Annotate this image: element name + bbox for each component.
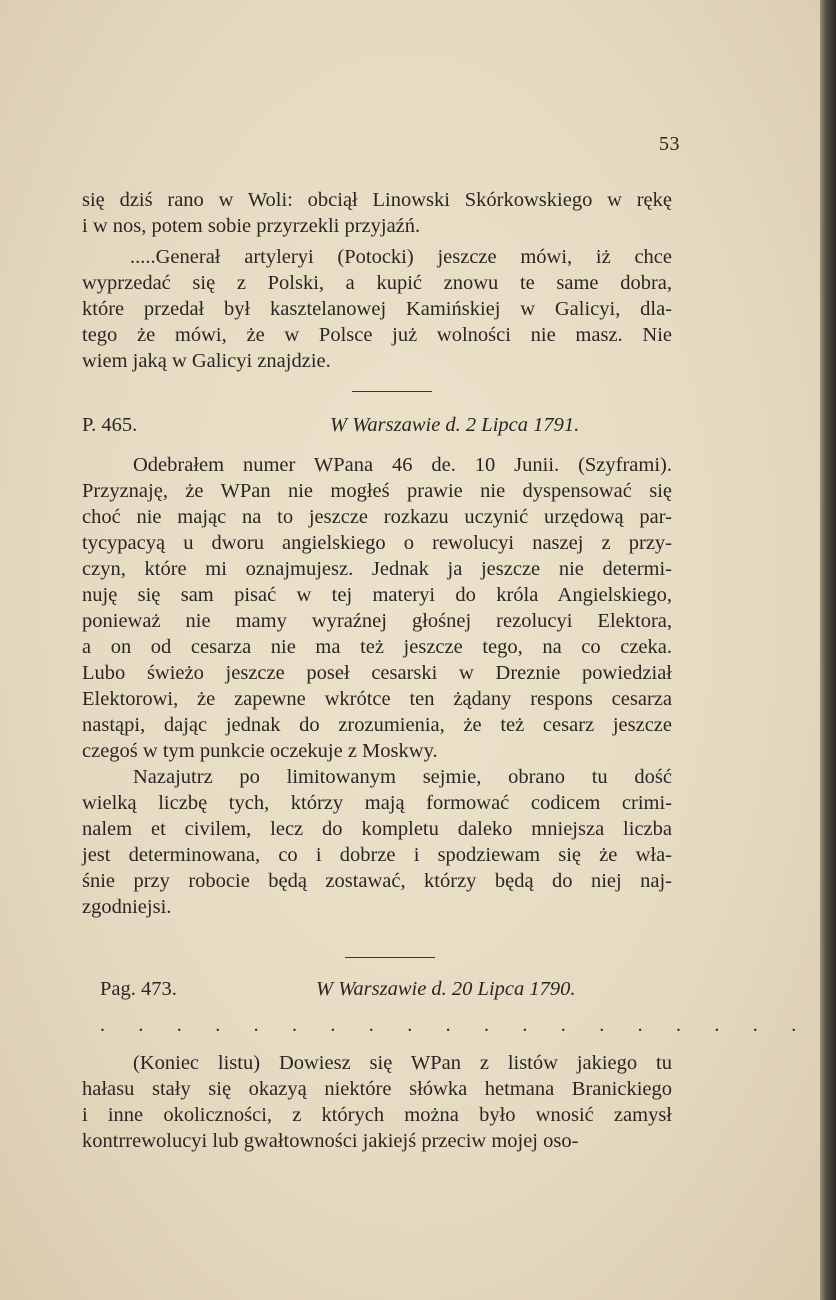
letter-place-date (330, 412, 579, 438)
text-line: i w nos, potem sobie przyrzekli przyjaźń. (82, 215, 421, 237)
text-line: Nazajutrz po limitowanym sejmie, obrano tu dość (133, 766, 672, 788)
text-line: .....Generał artyleryi (Potocki) jeszcze mówi, iż chce (130, 246, 672, 268)
text-line: które przedał był kasztelanowej Kamińskiej w Galicyi, dla- (82, 298, 672, 320)
text-line: nuję się sam pisać w tej materyi do króla Angielskiego, (82, 584, 672, 606)
text-line: nastąpi, dając jednak do zrozumienia, że też cesarz jeszcze (82, 714, 672, 736)
text-line: wielką liczbę tych, którzy mają formować codicem crimi- (82, 792, 672, 814)
section-divider (345, 957, 435, 958)
text-line: czyn, które mi oznajmujesz. Jednak ja jeszcze nie determi- (82, 558, 672, 580)
text-line: wiem jaką w Galicyi znajdzie. (82, 350, 331, 372)
letter-place-date (316, 976, 576, 1002)
section-divider (352, 391, 432, 392)
text-line: jest determinowana, co i dobrze i spodziewam się że wła- (82, 844, 672, 866)
text-line: śnie przy robocie będą zostawać, którzy będą do niej naj- (82, 870, 672, 892)
text-line: Przyznaję, że WPan nie mogłeś prawie nie dyspensować się (82, 480, 672, 502)
text-line: ponieważ nie mamy wyraźnej głośnej rezolucyi Elektora, (82, 610, 672, 632)
text-line: Elektorowi, że zapewne wkrótce ten żądany respons cesarza (82, 688, 672, 710)
text-line: wyprzedać się z Polski, a kupić znowu te same dobra, (82, 272, 672, 294)
text-line: Odebrałem numer WPana 46 de. 10 Junii. (Szyframi). (133, 454, 672, 476)
text-line: nalem et civilem, lecz do kompletu daleko mniejsza liczba (82, 818, 672, 840)
text-line: zgodniejsi. (82, 896, 172, 918)
text-line: a on od cesarza nie ma też jeszcze tego, na co czeka. (82, 636, 672, 658)
letter-reference: P. 465. (82, 414, 138, 436)
text-line: Lubo świeżo jeszcze poseł cesarski w Dreznie powiedział (82, 662, 672, 684)
text-line: hałasu stały się okazyą niektóre słówka hetmana Branickiego (82, 1078, 672, 1100)
page-number: 53 (659, 133, 680, 155)
ellipsis-line: . . . . . . . . . . . . . . . . . . . (100, 1014, 811, 1036)
place-date-text: W Warszawie d. 2 Lipca 1791. (330, 414, 580, 436)
text-line: czegoś w tym punkcie oczekuje z Moskwy. (82, 740, 438, 762)
text-line: się dziś rano w Woli: obciął Linowski Skórkowskiego w rękę (82, 189, 672, 211)
text-line: i inne okoliczności, z których można było wnosić zamysł (82, 1104, 672, 1126)
text-line: tycypacyą u dworu angielskiego o rewolucyi naszej z przy- (82, 532, 672, 554)
text-line: (Koniec listu) Dowiesz się WPan z listów jakiego tu (133, 1052, 672, 1074)
place-date-text: W Warszawie d. 20 Lipca 1790. (316, 978, 576, 1000)
text-line: choć nie mając na to jeszcze rozkazu uczynić urzędową par- (82, 506, 672, 528)
text-line: kontrrewolucyi lub gwałtowności jakiejś przeciw mojej oso- (82, 1130, 579, 1152)
page-edge-shadow (820, 0, 836, 1300)
letter-reference: Pag. 473. (100, 978, 177, 1000)
text-line: tego że mówi, że w Polsce już wolności nie masz. Nie (82, 324, 672, 346)
